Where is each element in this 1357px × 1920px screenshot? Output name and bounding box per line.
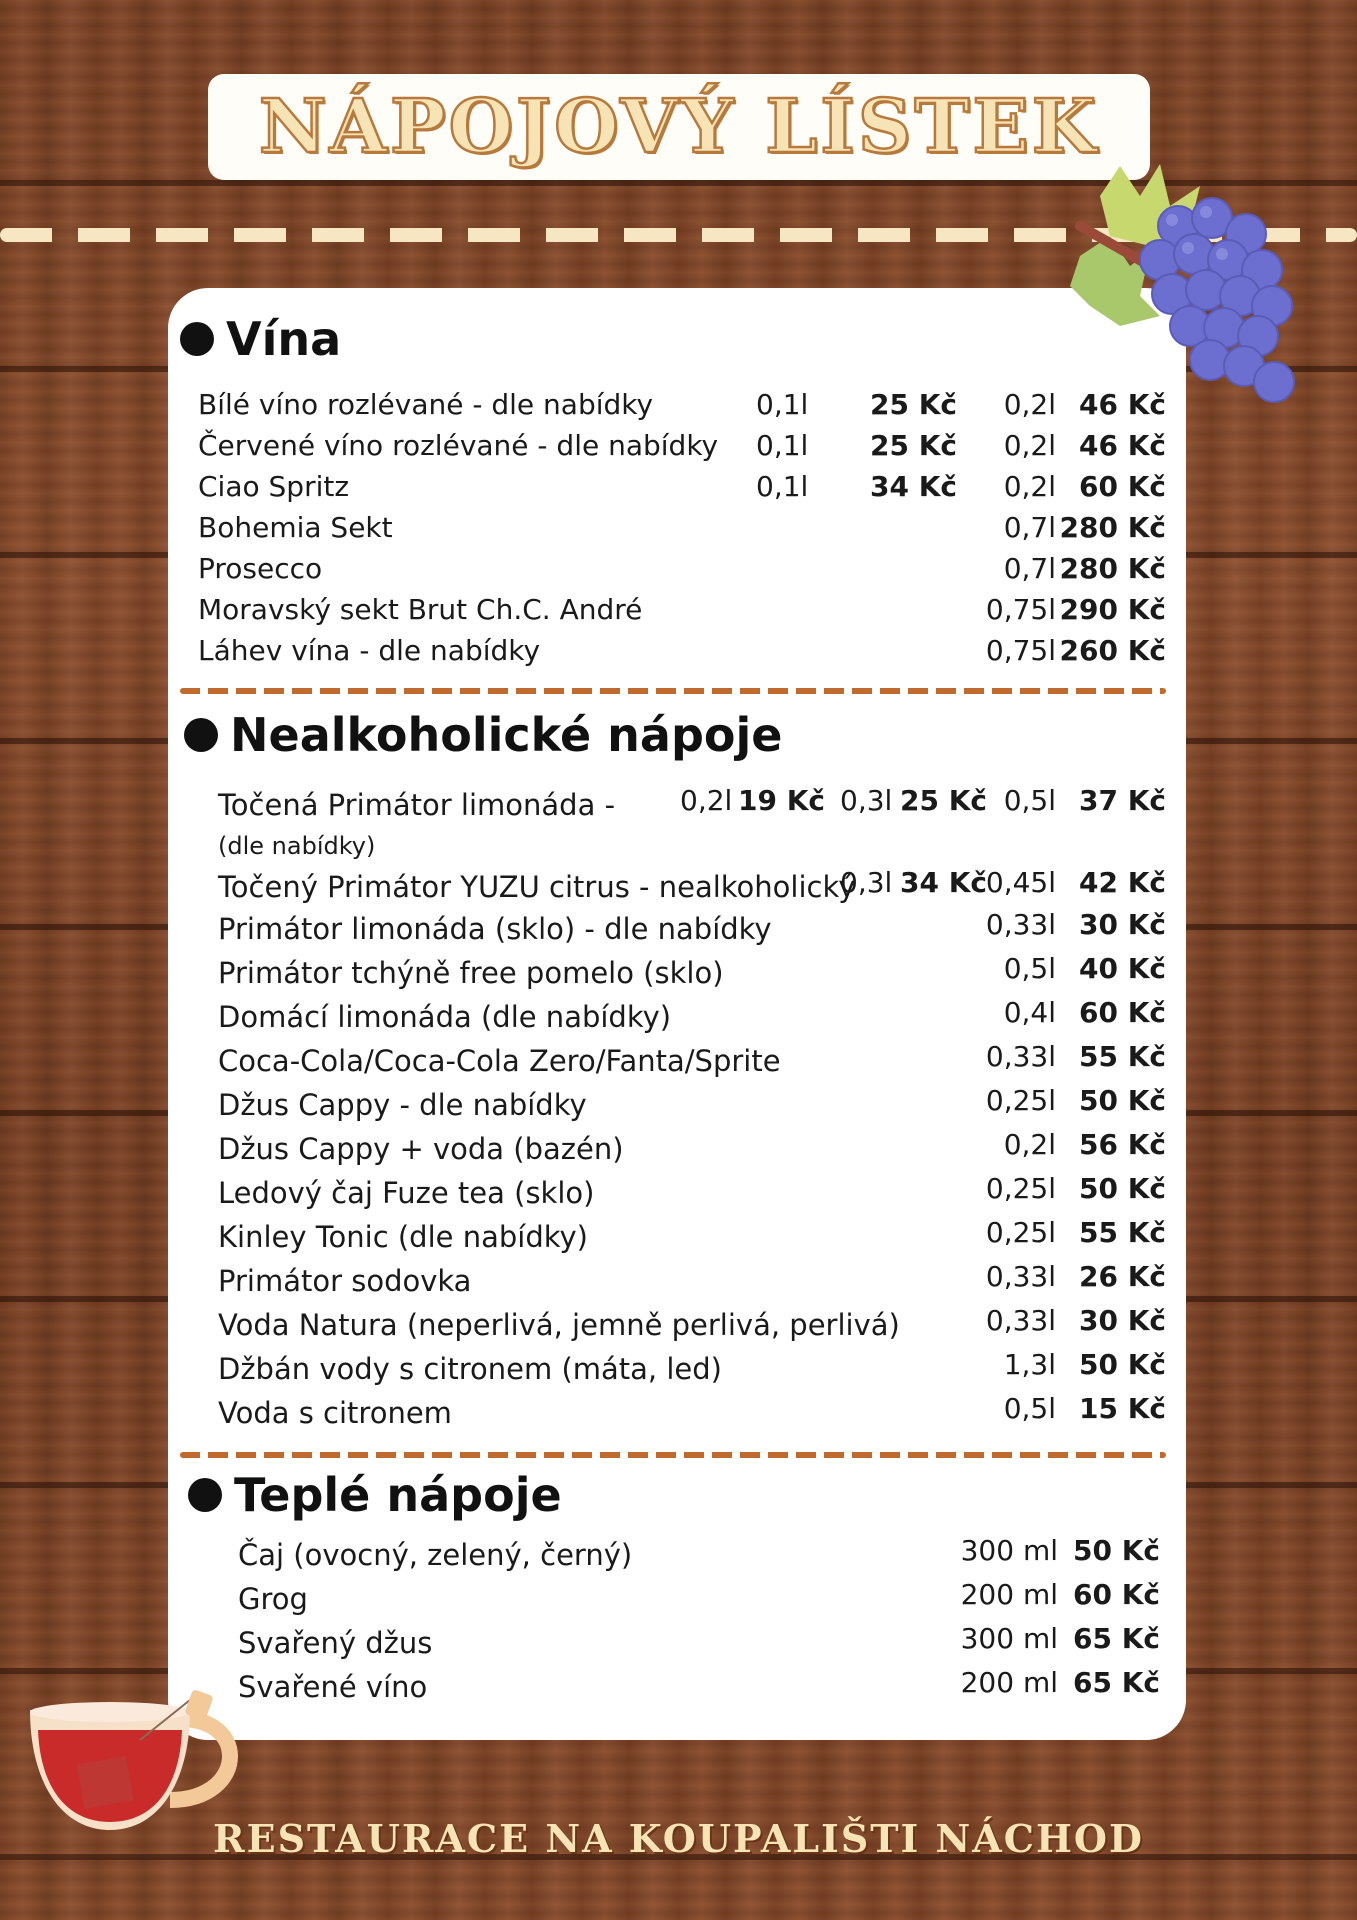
- title-banner: [208, 74, 1150, 180]
- menu-item: Džus Cappy - dle nabídky 0,25l 50 Kč: [218, 1084, 1166, 1122]
- menu-item: Moravský sekt Brut Ch.C. André 0,75l 290 Kč: [198, 593, 1166, 626]
- menu-item: Svařené víno 200 ml 65 Kč: [238, 1666, 1160, 1704]
- menu-item: Primátor tchýně free pomelo (sklo) 0,5l 40 Kč: [218, 952, 1166, 990]
- menu-item: Láhev vína - dle nabídky 0,75l 260 Kč: [198, 634, 1166, 667]
- menu-item: Primátor sodovka 0,33l 26 Kč: [218, 1260, 1166, 1298]
- section-title-hot-drinks: Teplé nápoje: [188, 1468, 562, 1522]
- menu-item-note: (dle nabídky): [218, 832, 376, 860]
- section-title-wines: Vína: [180, 312, 341, 366]
- bullet-icon: [180, 322, 214, 356]
- menu-item: Ciao Spritz 0,1l 34 Kč 0,2l 60 Kč: [198, 470, 1166, 503]
- menu-item: Grog 200 ml 60 Kč: [238, 1578, 1160, 1616]
- menu-card: [168, 288, 1186, 1740]
- menu-item: Červené víno rozlévané - dle nabídky 0,1l 25 Kč 0,2l 46 Kč: [198, 429, 1166, 462]
- menu-item: Prosecco 0,7l 280 Kč: [198, 552, 1166, 585]
- menu-item: Bílé víno rozlévané - dle nabídky 0,1l 25 Kč 0,2l 46 Kč: [198, 388, 1166, 421]
- menu-item: Domácí limonáda (dle nabídky) 0,4l 60 Kč: [218, 996, 1166, 1034]
- menu-item: Coca-Cola/Coca-Cola Zero/Fanta/Sprite 0,33l 55 Kč: [218, 1040, 1166, 1078]
- menu-item: Voda Natura (neperlivá, jemně perlivá, perlivá) 0,33l 30 Kč: [218, 1304, 1166, 1342]
- menu-item: Svařený džus 300 ml 65 Kč: [238, 1622, 1160, 1660]
- menu-item: Bohemia Sekt 0,7l 280 Kč: [198, 511, 1166, 544]
- section-title-soft-drinks: Nealkoholické nápoje: [184, 708, 782, 762]
- section-divider: [180, 688, 1166, 694]
- menu-item: Kinley Tonic (dle nabídky) 0,25l 55 Kč: [218, 1216, 1166, 1254]
- section-divider: [180, 1452, 1166, 1458]
- menu-item: Voda s citronem 0,5l 15 Kč: [218, 1392, 1166, 1430]
- restaurant-name: RESTAURACE NA KOUPALIŠTI NÁCHOD: [213, 1816, 1144, 1861]
- bullet-icon: [188, 1478, 222, 1512]
- menu-title: NÁPOJOVÝ LÍSTEK: [258, 84, 1100, 170]
- menu-item: Primátor limonáda (sklo) - dle nabídky 0,33l 30 Kč: [218, 908, 1166, 946]
- menu-item: Ledový čaj Fuze tea (sklo) 0,25l 50 Kč: [218, 1172, 1166, 1210]
- menu-item: Točená Primátor limonáda - 0,2l 19 Kč 0,3l 25 Kč 0,5l 37 Kč: [218, 784, 1166, 822]
- bullet-icon: [184, 718, 218, 752]
- menu-item: Džus Cappy + voda (bazén) 0,2l 56 Kč: [218, 1128, 1166, 1166]
- menu-item: Džbán vody s citronem (máta, led) 1,3l 50 Kč: [218, 1348, 1166, 1386]
- menu-item: Točený Primátor YUZU citrus - nealkoholický 0,3l 34 Kč 0,45l 42 Kč: [218, 866, 1166, 904]
- grapes-icon: [1060, 156, 1340, 436]
- menu-item: Čaj (ovocný, zelený, černý) 300 ml 50 Kč: [238, 1534, 1160, 1572]
